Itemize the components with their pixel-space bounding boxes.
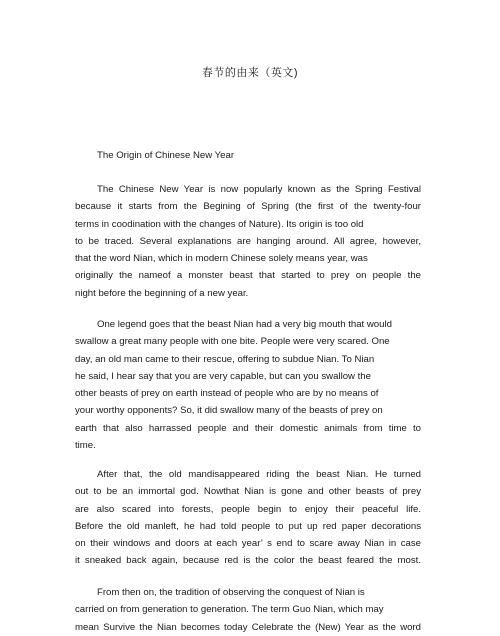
text-line: earth that also harrassed people and their domestic animals from time to: [75, 422, 421, 434]
text-line: night before the beginning of a new year.: [75, 287, 249, 299]
text-line: are also scared into forests, people begin to enjoy their peaceful life.: [75, 503, 421, 515]
paragraph-legend: [75, 316, 421, 454]
text-line: originally the nameof a monster beast that started to prey on people the: [75, 270, 421, 282]
text-line: carried on from generation to generation. The term Guo Nian, which may: [75, 604, 384, 616]
paragraph-tradition: [75, 584, 421, 636]
text-line: because it starts from the Begining of Spring (the first of the twenty-four: [75, 201, 421, 213]
text-line: swallow a great many people with one bite. People were very scared. One: [75, 336, 390, 348]
section-heading: The Origin of Chinese New Year: [97, 150, 235, 161]
text-line: time.: [75, 440, 96, 452]
text-line: that the word Nian, which in modern Chinese solely means year, was: [75, 253, 368, 265]
text-line: to be traced. Several explanations are hanging around. All agree, however,: [75, 235, 421, 247]
text-line: your worthy opponents? So, it did swallow many of the beasts of prey on: [75, 405, 383, 417]
text-line: on their windows and doors at each year’ s end to scare away Nian in case: [75, 538, 421, 550]
text-line: One legend goes that the beast Nian had a very big mouth that would: [97, 319, 392, 330]
text-line: out to be an immortal god. Nowthat Nian is gone and other beasts of prey: [75, 486, 421, 498]
text-line: After that, the old mandisappeared riding the beast Nian. He turned: [97, 469, 421, 480]
text-line: other beasts of prey on earth instead of people who are by no means of: [75, 388, 379, 400]
text-line: mean Survive the Nian becomes today Celebrate the (New) Year as the word: [75, 621, 421, 633]
text-line: terms in coodination with the changes of Nature). Its origin is too old: [75, 218, 364, 230]
document-title: 春节的由来（英文): [201, 67, 299, 79]
text-line: day, an old man came to their rescue, offering to subdue Nian. To Nian: [75, 353, 375, 365]
paragraph-aftermath: [75, 466, 421, 570]
text-line: he said, I hear say that you are very capable, but can you swallow the: [75, 370, 371, 382]
paragraph-origin: [75, 181, 421, 302]
text-line: The Chinese New Year is now popularly known as the Spring Festival: [97, 184, 421, 195]
text-line: it sneaked back again, because red is the color the beast feared the most.: [75, 555, 421, 567]
text-line: Before the old manleft, he had told people to put up red paper decorations: [75, 520, 421, 532]
text-line: From then on, the tradition of observing the conquest of Nian is: [97, 587, 365, 598]
